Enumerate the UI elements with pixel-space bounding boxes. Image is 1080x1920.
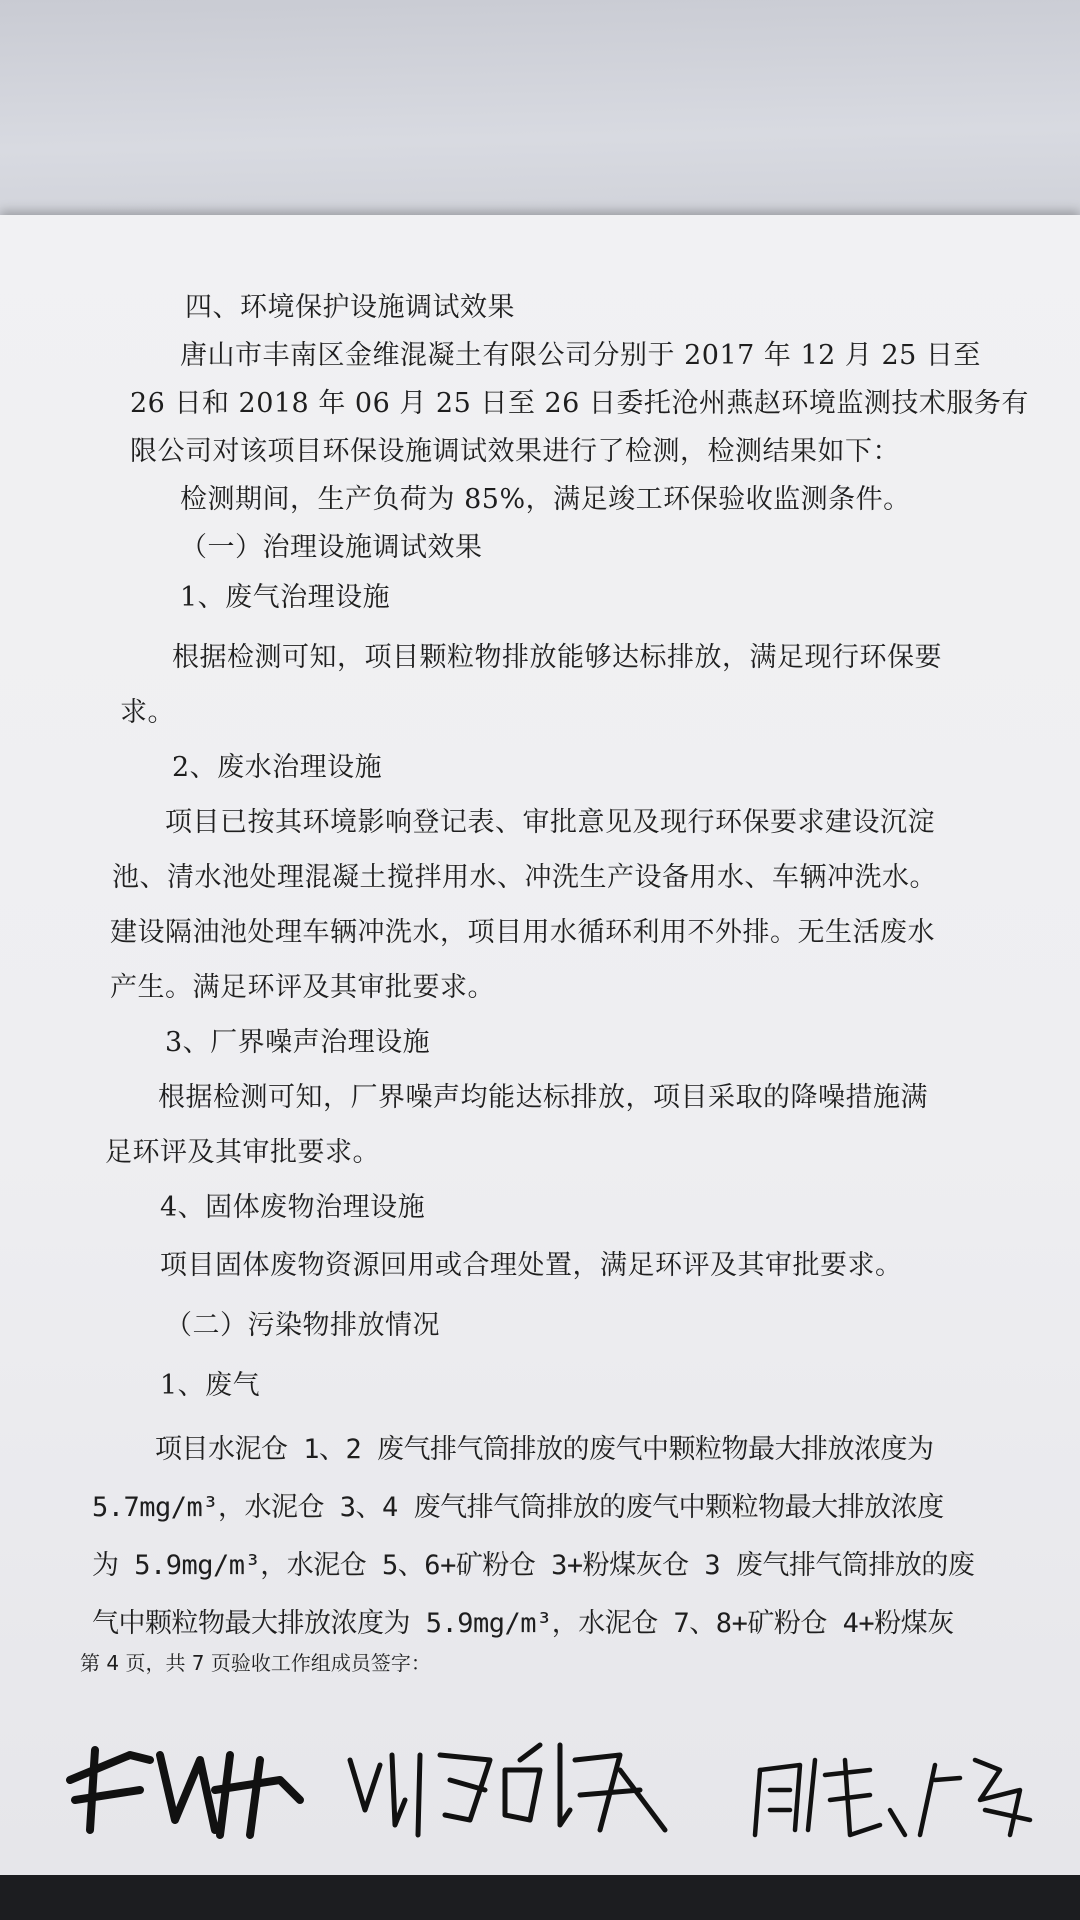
item-2-title: 2、废水治理设施	[172, 752, 383, 783]
exhaust-line-4: 气中颗粒物最大排放浓度为 5.9mg/m³，水泥仓 7、8+矿粉仓 4+粉煤灰	[92, 1608, 954, 1639]
subsection-2-heading: （二）污染物排放情况	[165, 1310, 440, 1341]
document-page	[0, 215, 1080, 1875]
table-surface	[0, 1875, 1080, 1920]
item-1-line-1: 根据检测可知，项目颗粒物排放能够达标排放，满足现行环保要	[172, 642, 942, 673]
intro-line-1: 唐山市丰南区金维混凝土有限公司分别于 2017 年 12 月 25 日至	[180, 340, 981, 371]
section-heading: 四、环境保护设施调试效果	[185, 292, 515, 323]
item-1-line-2: 求。	[120, 697, 175, 728]
exhaust-line-1: 项目水泥仓 1、2 废气排气筒排放的废气中颗粒物最大排放浓度为	[155, 1434, 934, 1465]
signature-4	[755, 1760, 1030, 1835]
item-4-line-1: 项目固体废物资源回用或合理处置，满足环评及其审批要求。	[160, 1250, 903, 1281]
exhaust-line-3: 为 5.9mg/m³，水泥仓 5、6+矿粉仓 3+粉煤灰仓 3 废气排气筒排放的废	[92, 1550, 975, 1581]
page-footer: 第 4 页，共 7 页验收工作组成员签字：	[80, 1651, 431, 1675]
item-2-line-1: 项目已按其环境影响登记表、审批意见及现行环保要求建设沉淀	[165, 807, 935, 838]
item-2-line-2: 池、清水池处理混凝土搅拌用水、冲洗生产设备用水、车辆冲洗水。	[112, 862, 937, 893]
item-4-title: 4、固体废物治理设施	[160, 1192, 426, 1223]
exhaust-title: 1、废气	[160, 1370, 261, 1401]
item-2-line-4: 产生。满足环评及其审批要求。	[110, 972, 495, 1003]
load-condition: 检测期间，生产负荷为 85%，满足竣工环保验收监测条件。	[180, 484, 911, 515]
item-1-title: 1、废气治理设施	[180, 582, 391, 613]
exhaust-line-2: 5.7mg/m³，水泥仓 3、4 废气排气筒排放的废气中颗粒物最大排放浓度	[92, 1492, 944, 1523]
signature-3	[505, 1745, 665, 1830]
signature-2	[350, 1755, 490, 1835]
subsection-1-heading: （一）治理设施调试效果	[180, 532, 483, 563]
item-3-line-2: 足环评及其审批要求。	[105, 1137, 380, 1168]
signatures	[0, 1660, 1080, 1875]
signature-1	[70, 1750, 300, 1835]
item-3-line-1: 根据检测可知，厂界噪声均能达标排放，项目采取的降噪措施满	[158, 1082, 928, 1113]
item-2-line-3: 建设隔油池处理车辆冲洗水，项目用水循环利用不外排。无生活废水	[110, 917, 935, 948]
background-sheet	[0, 0, 1080, 250]
intro-line-3: 限公司对该项目环保设施调试效果进行了检测，检测结果如下：	[130, 436, 900, 467]
item-3-title: 3、厂界噪声治理设施	[165, 1027, 431, 1058]
intro-line-2: 26 日和 2018 年 06 月 25 日至 26 日委托沧州燕赵环境监测技术服务有	[130, 388, 1029, 419]
